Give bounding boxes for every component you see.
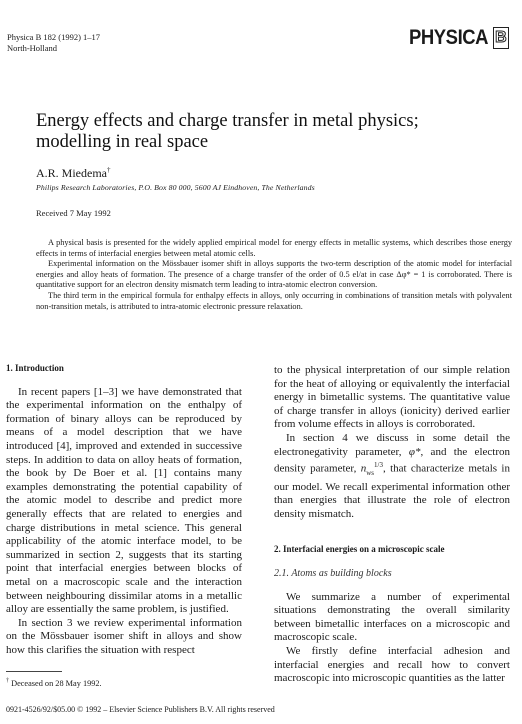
right-paragraph-2 [274, 432, 510, 521]
journal-citation: Physica B 182 (1992) 1–17 [7, 32, 101, 42]
abstract-paragraph-1: A physical basis is presented for the widely applied empirical model for energy effects in metallic systems, which describes those energy effects in terms of interfacial energies between metal atomic cells. [36, 238, 512, 258]
right-paragraph-1: to the physical interpretation of our simple relation for the heat of alloying or equivalently the interfacial energy in bimetallic systems. The quantitative value of charge transfer in alloys (ionicity) derived earlier from volume effects in alloys is corroborated. [274, 364, 510, 431]
footnote-text: Deceased on 28 May 1992. [9, 678, 102, 688]
journal-logo [409, 26, 509, 50]
article-title [36, 111, 496, 153]
section-heading-introduction: 1. Introduction [6, 363, 64, 373]
author-affiliation: Philips Research Laboratories, P.O. Box 80 000, 5600 AJ Eindhoven, The Netherlands [36, 183, 315, 192]
received-date: Received 7 May 1992 [36, 208, 111, 218]
right-paragraph-2-part-b: , and the electron density parameter, [274, 445, 510, 475]
right-column [274, 364, 510, 686]
abstract [36, 238, 512, 312]
publisher-name: North-Holland [7, 43, 58, 53]
journal-reference [7, 32, 100, 54]
footnote-rule [6, 671, 62, 672]
left-column [6, 362, 242, 657]
right-paragraph-2-part-a: In section 4 we discuss in some detail the electronegativity parameter, [274, 431, 510, 458]
intro-paragraph-2: In section 3 we review experimental information on the Mössbauer isomer shift in alloys and show how this clarifies the situation with respect [6, 616, 242, 656]
electron-density-subscript: ws [366, 469, 375, 477]
electron-density-symbol: n [360, 462, 367, 475]
right-paragraph-3: We summarize a number of experimental situations demonstrating the overall similarity between bimetallic interfaces on a microscopic and macroscopic scale. [274, 590, 510, 644]
article-title-line-1: Energy effects and charge transfer in metal physics; [36, 111, 419, 131]
article-title-line-2: modelling in real space [36, 132, 209, 152]
section-heading-interfacial-energies: 2. Interfacial energies on a microscopic scale [274, 544, 445, 555]
right-paragraph-4: We firstly define interfacial adhesion and interfacial energies and recall how to convert macroscopic into microscopic quantities as the latter [274, 644, 510, 685]
electron-density-superscript: 1/3 [374, 461, 383, 470]
footnote-mark: † [6, 678, 9, 684]
copyright-line: 0921-4526/92/$05.00 © 1992 – Elsevier Science Publishers B.V. All rights reserved [6, 705, 275, 714]
abstract-paragraph-2: Experimental information on the Mössbauer isomer shift in alloys supports the two-term description of the atomic model for interfacial energies and alloy heats of formation. The presence of a charge transfer of the order of 0.5 el/at in case Δφ* = 1 is corroborated. There is quantitative support for an electron density mismatch term leading to intra-atomic electron conversion. [36, 259, 512, 290]
author-name [36, 166, 111, 181]
electronegativity-symbol: φ* [408, 445, 421, 458]
author-name-text: A.R. Miedema [36, 166, 107, 180]
footnote [6, 678, 102, 688]
journal-logo-word: PHYSICA [409, 26, 489, 49]
abstract-paragraph-3: The third term in the empirical formula for enthalpy effects in alloys, only occurring in combinations of transition metals with polyvalent non-transition metals, is attributed to intra-atomic electronic pressure relaxation. [36, 290, 512, 311]
intro-paragraph-1: In recent papers [1–3] we have demonstrated that the experimental information on the enthalpy of formation of binary alloys can be reproduced by means of a model description that we have introduced [4], improved and extended in successive steps. In addition to data on alloy heats of formation, the book by De Boer et al. [1] contains many examples demonstrating the potential capability of the atomic model to describe and predict more generally effects that are related to energies and charge distributions in metal science. This general applicability of the atomic interface model, to be summarized in section 2, suggests that its starting point that interfacial energies between blocks of metal on a macroscopic scale and the interaction between neighbouring dissimilar atoms in a metallic alloy are essentially the same problem, is justified. [6, 385, 242, 616]
right-paragraph-2-part-c: , that characterize metals in our model. We recall experimental information other than energies that illustrate the role of electron density mismatch. [274, 462, 510, 520]
journal-logo-section-letter: B [493, 27, 509, 49]
author-deceased-mark: † [107, 166, 111, 174]
subsection-heading-atoms: 2.1. Atoms as building blocks [274, 567, 392, 579]
